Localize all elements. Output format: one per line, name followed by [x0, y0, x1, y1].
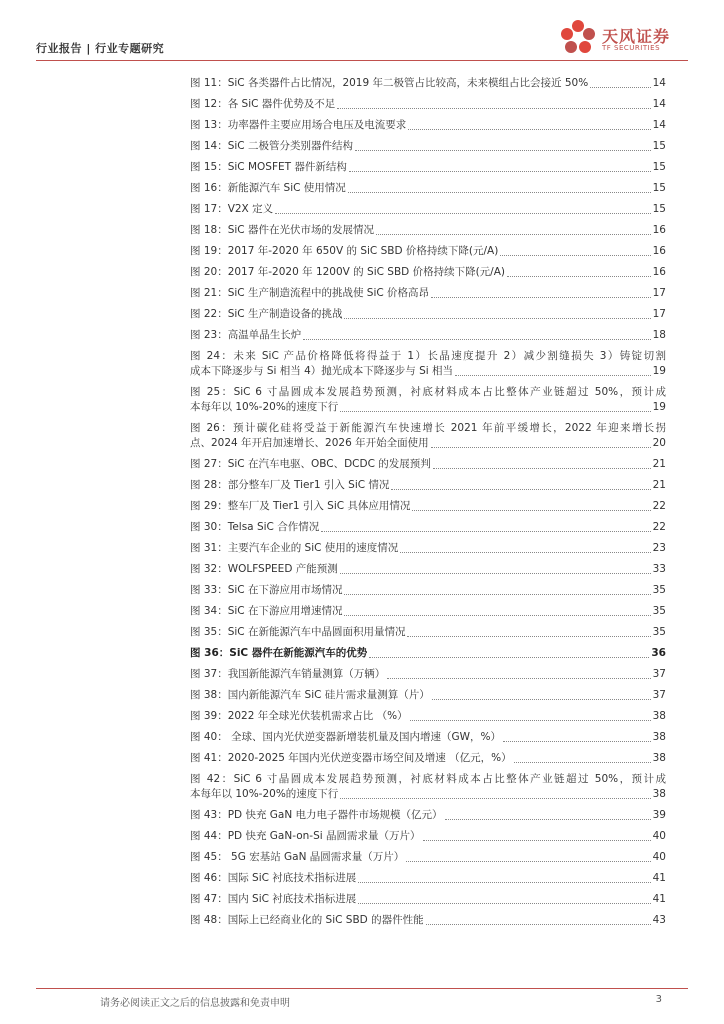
- toc-entry-title: 图 13：功率器件主要应用场合电压及电流要求: [190, 119, 407, 131]
- logo-name: 天风证券: [602, 27, 671, 46]
- toc-entry[interactable]: [190, 682, 666, 703]
- dot-leader: [358, 882, 650, 883]
- toc-entry-title-line1: 图 25：SiC 6 寸晶圆成本发展趋势预测，衬底材料成本占比整体产业链超过 50%，预计成: [190, 386, 666, 398]
- dot-leader: [407, 636, 650, 637]
- toc-entry-page: 15: [652, 203, 666, 215]
- toc-entry[interactable]: [190, 196, 666, 217]
- dot-leader: [455, 375, 651, 376]
- toc-entry-page: 17: [652, 308, 666, 320]
- toc-entry-page: 16: [652, 224, 666, 236]
- dot-leader: [303, 339, 650, 340]
- toc-entry[interactable]: [190, 886, 666, 907]
- toc-entry-title: 图 43：PD 快充 GaN 电力电子器件市场规模（亿元）: [190, 809, 443, 821]
- figure-table-of-contents: [190, 70, 666, 928]
- company-logo: [558, 18, 688, 58]
- toc-entry-page: 41: [652, 893, 666, 905]
- toc-entry[interactable]: [190, 703, 666, 724]
- toc-entry-page: 23: [652, 542, 666, 554]
- toc-entry-page: 37: [652, 689, 666, 701]
- footer-disclaimer: 请务必阅读正文之后的信息披露和免责申明: [100, 998, 290, 1009]
- dot-leader: [432, 699, 651, 700]
- toc-entry-title: 图 32：WOLFSPEED 产能预测: [190, 563, 338, 575]
- toc-entry-title: 图 31：主要汽车企业的 SiC 使用的速度情况: [190, 542, 399, 554]
- toc-entry-title: 图 28：部分整车厂及 Tier1 引入 SiC 情况: [190, 479, 390, 491]
- toc-entry-title: 图 36：SiC 器件在新能源汽车的优势: [190, 647, 368, 659]
- dot-leader: [344, 318, 650, 319]
- toc-entry-title: 图 35：SiC 在新能源汽车中晶圆面积用量情况: [190, 626, 406, 638]
- toc-entry-title: 图 22：SiC 生产制造设备的挑战: [190, 308, 343, 320]
- toc-entry-title: 图 33：SiC 在下游应用市场情况: [190, 584, 343, 596]
- dot-leader: [355, 150, 651, 151]
- dot-leader: [514, 762, 651, 763]
- dot-leader: [445, 819, 651, 820]
- toc-entry-title: 图 44：PD 快充 GaN-on-Si 晶圆需求量（万片）: [190, 830, 421, 842]
- dot-leader: [344, 615, 650, 616]
- toc-entry[interactable]: [190, 661, 666, 682]
- toc-entry[interactable]: [190, 175, 666, 196]
- dot-leader: [348, 192, 651, 193]
- dot-leader: [358, 903, 650, 904]
- dot-leader: [431, 447, 651, 448]
- toc-entry[interactable]: [190, 133, 666, 154]
- toc-entry-page: 37: [652, 668, 666, 680]
- toc-entry[interactable]: [190, 379, 666, 415]
- toc-entry-page: 18: [652, 329, 666, 341]
- toc-entry-page: 16: [652, 266, 666, 278]
- toc-entry-page: 39: [652, 809, 666, 821]
- dot-leader: [349, 171, 651, 172]
- dot-leader: [340, 573, 651, 574]
- logo-flower-icon: [558, 18, 598, 58]
- toc-entry[interactable]: [190, 724, 666, 745]
- dot-leader: [433, 468, 651, 469]
- toc-entry[interactable]: [190, 865, 666, 886]
- toc-entry[interactable]: [190, 322, 666, 343]
- toc-entry-title: 图 18：SiC 器件在光伏市场的发展情况: [190, 224, 374, 236]
- toc-entry-page: 22: [652, 500, 666, 512]
- toc-entry-page: 14: [652, 98, 666, 110]
- toc-entry[interactable]: [190, 154, 666, 175]
- toc-entry-title: 图 41：2020-2025 年国内光伏逆变器市场空间及增速 （亿元，%）: [190, 752, 512, 764]
- toc-entry[interactable]: [190, 343, 666, 379]
- report-category: 行业报告 | 行业专题研究: [36, 42, 165, 55]
- toc-entry-title: 图 15：SiC MOSFET 器件新结构: [190, 161, 347, 173]
- dot-leader: [500, 255, 650, 256]
- toc-entry-title: 图 14：SiC 二极管分类别器件结构: [190, 140, 353, 152]
- toc-entry-page: 36: [651, 647, 666, 659]
- toc-entry-page: 14: [652, 119, 666, 131]
- toc-entry[interactable]: [190, 535, 666, 556]
- toc-entry[interactable]: [190, 766, 666, 802]
- toc-entry-title: 图 19：2017 年-2020 年 650V 的 SiC SBD 价格持续下降(元/A): [190, 245, 499, 257]
- dot-leader: [503, 741, 651, 742]
- toc-entry[interactable]: [190, 280, 666, 301]
- toc-entry-page: 43: [652, 914, 666, 926]
- toc-entry[interactable]: [190, 907, 666, 928]
- dot-leader: [507, 276, 651, 277]
- toc-entry[interactable]: [190, 415, 666, 451]
- toc-entry[interactable]: [190, 823, 666, 844]
- dot-leader: [423, 840, 651, 841]
- toc-entry-title: 图 47：国内 SiC 衬底技术指标进展: [190, 893, 357, 905]
- toc-entry-page: 19: [652, 401, 666, 413]
- toc-entry-title: 图 21：SiC 生产制造流程中的挑战使 SiC 价格高昂: [190, 287, 430, 299]
- toc-entry-page: 14: [652, 77, 666, 89]
- dot-leader: [340, 798, 650, 799]
- toc-entry-page: 38: [652, 752, 666, 764]
- page-header: [36, 0, 688, 60]
- toc-entry-title: 本每年以 10%-20%的速度下行: [190, 788, 339, 800]
- toc-entry-page: 38: [652, 710, 666, 722]
- toc-entry[interactable]: [190, 112, 666, 133]
- toc-entry-title: 图 23：高温单晶生长炉: [190, 329, 302, 341]
- dot-leader: [369, 657, 649, 658]
- dot-leader: [275, 213, 651, 214]
- toc-entry[interactable]: [190, 619, 666, 640]
- toc-entry-title: 图 27：SiC 在汽车电驱、OBC、DCDC 的发展预判: [190, 458, 431, 470]
- toc-entry-page: 16: [652, 245, 666, 257]
- toc-entry-page: 17: [652, 287, 666, 299]
- toc-entry-title: 图 48：国际上已经商业化的 SiC SBD 的器件性能: [190, 914, 424, 926]
- toc-entry-title-line1: 图 42：SiC 6 寸晶圆成本发展趋势预测，衬底材料成本占比整体产业链超过 50%，预计成: [190, 773, 666, 785]
- toc-entry-page: 41: [652, 872, 666, 884]
- dot-leader: [412, 510, 650, 511]
- toc-entry-title: 图 29：整车厂及 Tier1 引入 SiC 具体应用情况: [190, 500, 411, 512]
- toc-entry[interactable]: [190, 556, 666, 577]
- toc-entry-page: 20: [652, 437, 666, 449]
- dot-leader: [387, 678, 650, 679]
- toc-entry[interactable]: [190, 259, 666, 280]
- toc-entry-page: 35: [652, 605, 666, 617]
- toc-entry-page: 35: [652, 584, 666, 596]
- toc-entry[interactable]: [190, 301, 666, 322]
- toc-entry[interactable]: [190, 577, 666, 598]
- toc-entry-page: 40: [652, 830, 666, 842]
- toc-entry-page: 33: [652, 563, 666, 575]
- toc-entry-title: 图 11：SiC 各类器件占比情况，2019 年二极管占比较高，未来模组占比会接近 50%: [190, 77, 589, 89]
- toc-entry[interactable]: [190, 217, 666, 238]
- toc-entry-page: 15: [652, 182, 666, 194]
- toc-entry[interactable]: [190, 640, 666, 661]
- dot-leader: [400, 552, 650, 553]
- toc-entry-title: 图 17：V2X 定义: [190, 203, 274, 215]
- dot-leader: [344, 594, 650, 595]
- toc-entry[interactable]: [190, 70, 666, 91]
- toc-entry-title: 图 39：2022 年全球光伏装机需求占比 （%）: [190, 710, 408, 722]
- toc-entry[interactable]: [190, 451, 666, 472]
- toc-entry-page: 21: [652, 458, 666, 470]
- toc-entry-title: 点、2024 年开启加速增长、2026 年开始全面使用: [190, 437, 429, 449]
- toc-entry-title: 成本下降逐步与 Si 相当 4）抛光成本下降逐步与 Si 相当: [190, 365, 454, 377]
- toc-entry-title: 图 37：我国新能源汽车销量测算（万辆）: [190, 668, 386, 680]
- toc-entry-title: 图 20：2017 年-2020 年 1200V 的 SiC SBD 价格持续下降(元/A): [190, 266, 505, 278]
- header-divider: [36, 60, 688, 61]
- dot-leader: [431, 297, 651, 298]
- toc-entry[interactable]: [190, 745, 666, 766]
- toc-entry-page: 38: [652, 731, 666, 743]
- toc-entry-title: 图 12：各 SiC 器件优势及不足: [190, 98, 336, 110]
- toc-entry[interactable]: [190, 493, 666, 514]
- toc-entry-title: 本每年以 10%-20%的速度下行: [190, 401, 339, 413]
- toc-entry-title: 图 46：国际 SiC 衬底技术指标进展: [190, 872, 357, 884]
- toc-entry[interactable]: [190, 472, 666, 493]
- toc-entry[interactable]: [190, 598, 666, 619]
- toc-entry[interactable]: [190, 844, 666, 865]
- toc-entry-title: 图 38：国内新能源汽车 SiC 硅片需求量测算（片）: [190, 689, 430, 701]
- toc-entry-title: 图 45： 5G 宏基站 GaN 晶圆需求量（万片）: [190, 851, 405, 863]
- dot-leader: [410, 720, 651, 721]
- toc-entry-page: 15: [652, 140, 666, 152]
- page-number: 3: [655, 994, 662, 1005]
- dot-leader: [391, 489, 650, 490]
- dot-leader: [408, 129, 650, 130]
- toc-entry-title: 图 40： 全球、国内光伏逆变器新增装机量及国内增速（GW，%）: [190, 731, 502, 743]
- dot-leader: [321, 531, 650, 532]
- toc-entry[interactable]: [190, 238, 666, 259]
- footer-divider: [36, 988, 688, 989]
- dot-leader: [376, 234, 651, 235]
- toc-entry[interactable]: [190, 802, 666, 823]
- toc-entry[interactable]: [190, 514, 666, 535]
- toc-entry-page: 38: [652, 788, 666, 800]
- toc-entry-title: 图 16：新能源汽车 SiC 使用情况: [190, 182, 346, 194]
- dot-leader: [426, 924, 651, 925]
- toc-entry-title-line1: 图 26：预计碳化硅将受益于新能源汽车快速增长 2021 年前平缓增长，2022 年迎来增长拐: [190, 422, 666, 434]
- dot-leader: [337, 108, 650, 109]
- toc-entry-page: 40: [652, 851, 666, 863]
- toc-entry-title: 图 34：SiC 在下游应用增速情况: [190, 605, 343, 617]
- toc-entry-title: 图 30：Telsa SiC 合作情况: [190, 521, 320, 533]
- toc-entry-page: 21: [652, 479, 666, 491]
- toc-entry[interactable]: [190, 91, 666, 112]
- toc-entry-page: 35: [652, 626, 666, 638]
- toc-entry-page: 15: [652, 161, 666, 173]
- toc-entry-page: 19: [652, 365, 666, 377]
- dot-leader: [406, 861, 650, 862]
- dot-leader: [340, 411, 650, 412]
- toc-entry-title-line1: 图 24：未来 SiC 产品价格降低将得益于 1）长晶速度提升 2）减少割缝损失 3）铸锭切割: [190, 350, 666, 362]
- dot-leader: [590, 87, 650, 88]
- logo-subtitle: TF SECURITIES: [602, 44, 661, 52]
- toc-entry-page: 22: [652, 521, 666, 533]
